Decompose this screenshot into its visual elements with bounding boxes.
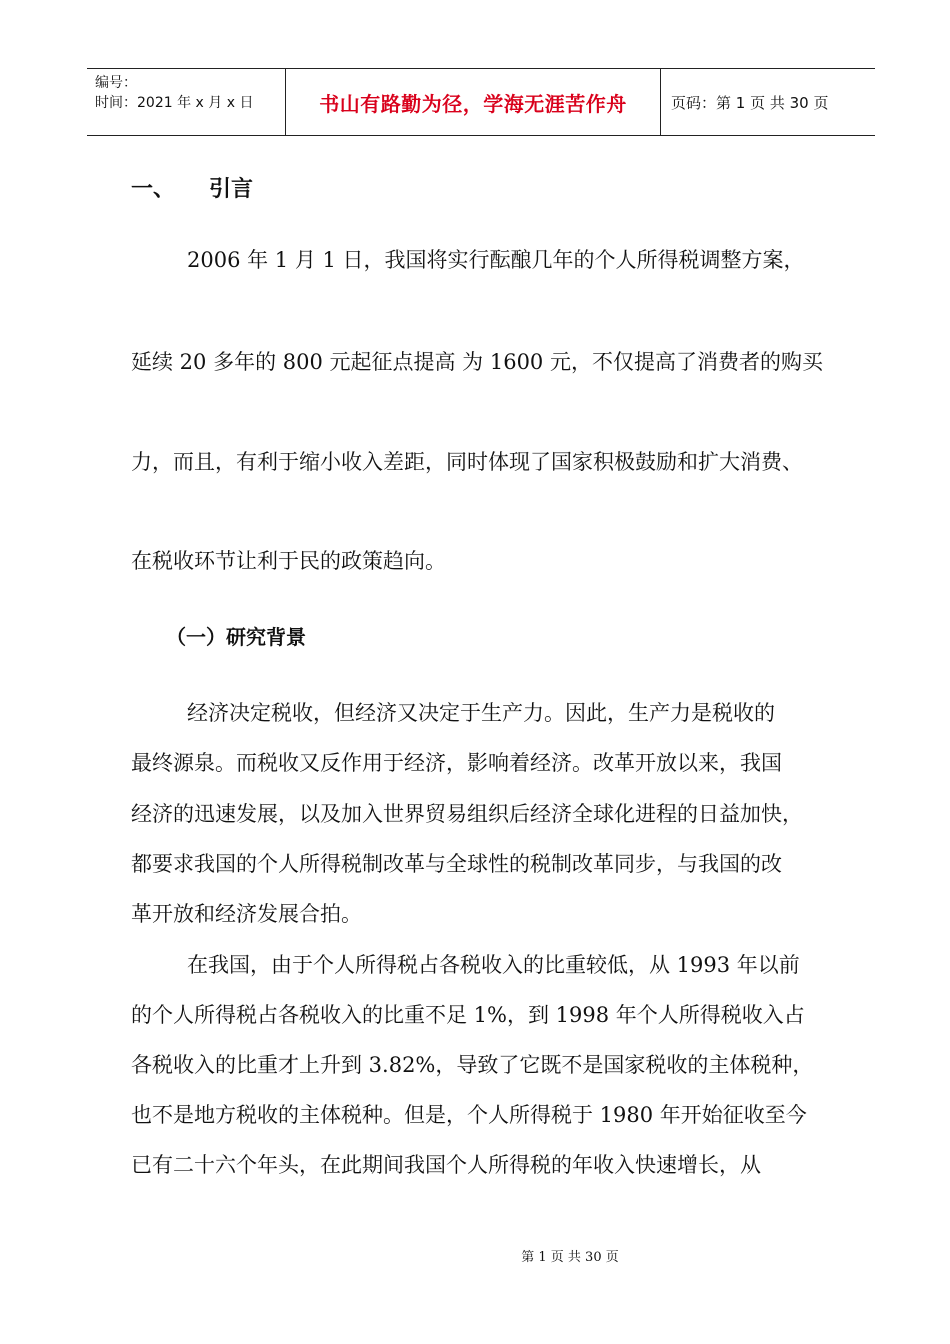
paragraph-line: 在我国，由于个人所得税占各税收入的比重较低，从 1993 年以前 <box>187 953 800 977</box>
page-footer: 第 1 页 共 30 页 <box>521 1250 619 1265</box>
paragraph-line: 也不是地方税收的主体税种。但是，个人所得税于 1980 年开始征收至今 <box>131 1103 807 1127</box>
paragraph-line: 经济的迅速发展，以及加入世界贸易组织后经济全球化进程的日益加快， <box>131 802 803 826</box>
paragraph-line: 经济决定税收，但经济又决定于生产力。因此，生产力是税收的 <box>187 701 775 725</box>
paragraph-line: 最终源泉。而税收又反作用于经济，影响着经济。改革开放以来，我国 <box>131 751 782 775</box>
paragraph-line: 的个人所得税占各税收入的比重不足 1%，到 1998 年个人所得税收入占 <box>131 1003 805 1027</box>
subsection-heading: （一）研究背景 <box>166 625 306 649</box>
paragraph-line: 已有二十六个年头，在此期间我国个人所得税的年收入快速增长，从 <box>131 1153 761 1177</box>
header-page-info: 页码：第 1 页 共 30 页 <box>671 93 829 112</box>
intro-line: 延续 20 多年的 800 元起征点提高 为 1600 元，不仅提高了消费者的购买 <box>131 350 823 374</box>
section-title: 引言 <box>209 177 254 202</box>
date-label: 时间：2021 年 x 月 x 日 <box>95 95 254 111</box>
paragraph-line: 革开放和经济发展合拍。 <box>131 902 362 926</box>
paragraph-line: 各税收入的比重才上升到 3.82%，导致了它既不是国家税收的主体税种， <box>131 1053 814 1077</box>
section-heading <box>131 172 253 203</box>
header-meta-cell <box>87 69 286 135</box>
section-number: 一、 <box>131 177 176 202</box>
serial-number-label: 编号： <box>95 75 137 91</box>
paragraph-line: 都要求我国的个人所得税制改革与全球性的税制改革同步，与我国的改 <box>131 852 782 876</box>
intro-line: 2006 年 1 月 1 日，我国将实行酝酿几年的个人所得税调整方案， <box>187 248 805 272</box>
header-motto: 书山有路勤为径，学海无涯苦作舟 <box>286 69 661 135</box>
document-header <box>87 68 875 136</box>
intro-line: 力，而且，有利于缩小收入差距，同时体现了国家积极鼓励和扩大消费、 <box>131 450 803 474</box>
intro-line: 在税收环节让利于民的政策趋向。 <box>131 549 446 573</box>
